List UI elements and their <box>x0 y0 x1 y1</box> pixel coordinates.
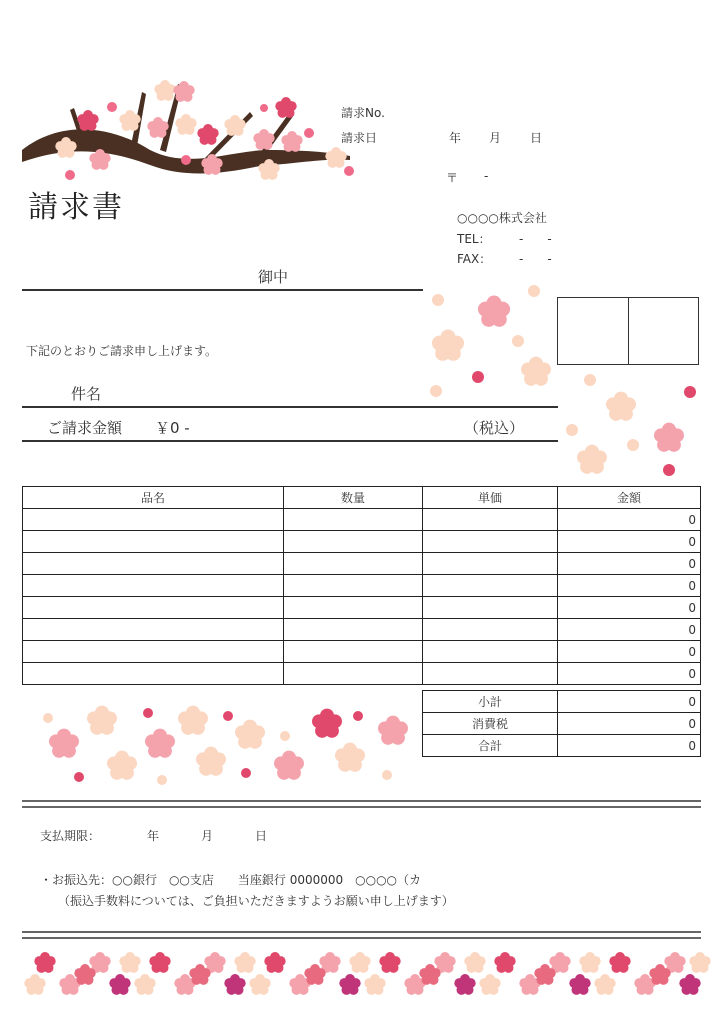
date-year: 年 <box>449 131 462 145</box>
tax-value: 0 <box>558 713 701 735</box>
fax-value: - - <box>519 252 552 266</box>
company-name: ○○○○株式会社 <box>457 211 547 225</box>
tel-label: TEL： <box>457 232 491 246</box>
recipient-suffix: 御中 <box>258 268 289 286</box>
table-header-row <box>23 487 701 509</box>
header-quantity: 数量 <box>284 487 423 509</box>
table-row <box>23 575 701 597</box>
row-amount: 0 <box>558 597 701 619</box>
header-unit-price: 単価 <box>423 487 558 509</box>
items-table <box>22 486 701 685</box>
plum-blossom-border-icon <box>24 952 710 995</box>
row-amount: 0 <box>558 619 701 641</box>
subject-label: 件名 <box>71 385 102 403</box>
row-amount: 0 <box>558 553 701 575</box>
row-amount: 0 <box>558 531 701 553</box>
footer-divider-bottom <box>22 931 701 939</box>
date-day: 日 <box>530 131 543 145</box>
tax-note: （税込） <box>464 419 525 437</box>
amount-label: ご請求金額 <box>47 419 123 437</box>
due-year: 年 <box>147 829 160 843</box>
table-row <box>23 597 701 619</box>
invoice-no-label: 請求No. <box>341 106 385 120</box>
table-row <box>23 553 701 575</box>
amount-value: ￥0 - <box>155 419 190 437</box>
subtotal-row <box>423 691 701 713</box>
row-amount: 0 <box>558 641 701 663</box>
footer-divider-top <box>22 800 701 808</box>
header-amount: 金額 <box>558 487 701 509</box>
tel-value: - - <box>519 232 552 246</box>
amount-line <box>22 440 558 442</box>
row-amount: 0 <box>558 509 701 531</box>
table-row <box>23 531 701 553</box>
total-row <box>423 735 701 757</box>
table-row <box>23 619 701 641</box>
summary-table <box>422 690 701 757</box>
row-amount: 0 <box>558 663 701 685</box>
due-label: 支払期限： <box>40 829 101 843</box>
bank-line: ・お振込先：○○銀行 ○○支店 当座銀行 0000000 ○○○○（カ <box>40 873 422 887</box>
plum-blossom-scatter <box>43 706 408 785</box>
due-month: 月 <box>201 829 214 843</box>
page-title: 請求書 <box>28 190 124 225</box>
tax-label: 消費税 <box>423 713 558 735</box>
total-value: 0 <box>558 735 701 757</box>
header-item-name: 品名 <box>23 487 284 509</box>
table-row <box>23 509 701 531</box>
invoice-date-label: 請求日 <box>341 131 378 145</box>
fax-label: FAX： <box>457 252 492 266</box>
row-amount: 0 <box>558 575 701 597</box>
total-label: 合計 <box>423 735 558 757</box>
stamp-box <box>557 297 699 365</box>
date-month: 月 <box>489 131 502 145</box>
subject-line <box>22 406 558 408</box>
postal-mark: 〒 <box>446 171 459 185</box>
tax-row <box>423 713 701 735</box>
subtotal-label: 小計 <box>423 691 558 713</box>
fee-note: （振込手数料については、ご負担いただきますようお願い申し上げます） <box>58 894 454 908</box>
table-row <box>23 641 701 663</box>
due-day: 日 <box>255 829 268 843</box>
subtotal-value: 0 <box>558 691 701 713</box>
intro-text: 下記のとおりご請求申し上げます。 <box>26 344 218 358</box>
postal-dash: - <box>484 169 489 183</box>
recipient-line <box>22 289 423 291</box>
table-row <box>23 663 701 685</box>
